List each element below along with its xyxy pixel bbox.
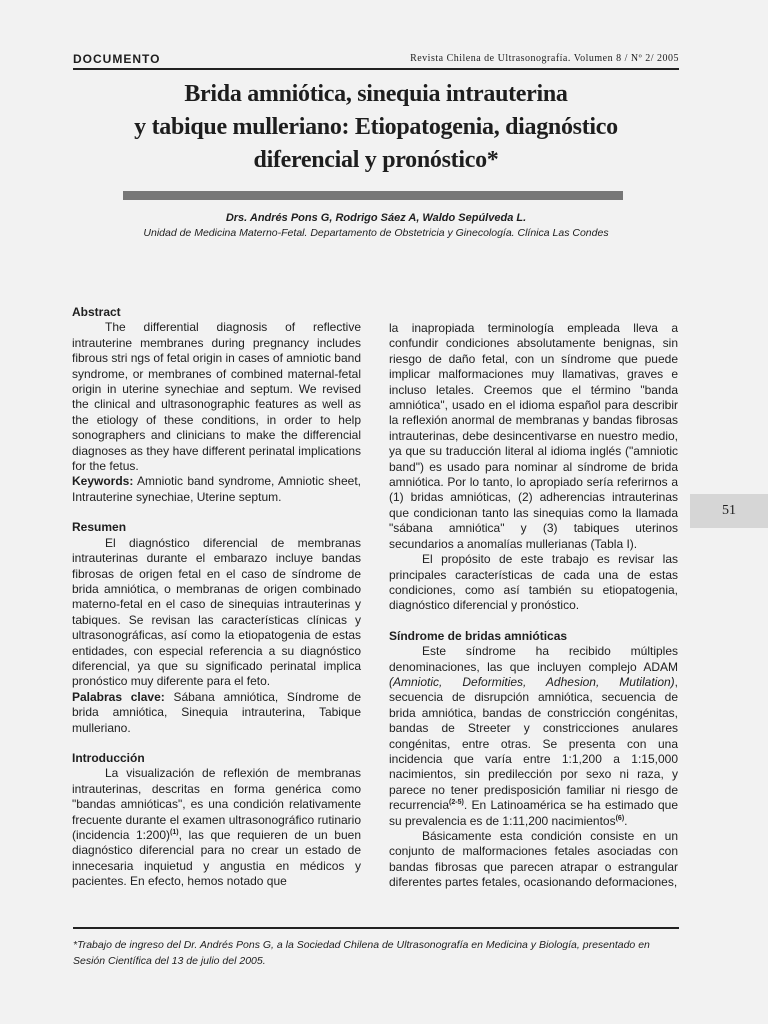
abstract-heading: Abstract <box>72 305 121 319</box>
intro-text-end: , las que requieren de un buen diagnóstico diferencial para no crear un estado de innecesaria inquietud y angustia en médicos y pacientes. En efecto, hemos notado que <box>72 828 361 889</box>
reference-2-5: (2-5) <box>449 799 464 807</box>
sindrome-text-d: . <box>624 813 628 828</box>
palabras-clave-label: Palabras clave: <box>72 689 165 704</box>
right-column <box>389 321 678 891</box>
footnote: *Trabajo de ingreso del Dr. Andrés Pons G, a la Sociedad Chilena de Ultrasonografía en Medicina y Biología, presentado en Sesión Científica del 13 de julio del 2005. <box>73 939 650 967</box>
sindrome-paragraph-1 <box>389 644 678 829</box>
introduccion-heading: Introducción <box>72 750 145 765</box>
sindrome-text-c: . En Latinoamérica se ha estimado que su prevalencia es de 1:11,200 nacimientos <box>389 798 678 828</box>
abstract-keywords <box>72 474 361 505</box>
resumen-body: El diagnóstico diferencial de membranas intrauterinas durante el embarazo incluye bandas fibrosas de origen fetal en el caso de síndrome de brida amniótica, o membranas de origen combinado materno-fetal en el caso de sinequias intrauterinas y tabiques. Se revisan las características clínicas y ultrasonográficas, así como la etiopatogenia de estas entidades, con especial referencia a su diagnóstico diferencial, ya que su significado perinatal implica pronóstico muy diferente para el feto. <box>72 535 361 689</box>
sindrome-text-b: , secuencia de disrupción amniótica, secuencia de brida amniótica, bandas de constricción congénitas, bandas de Streeter y constricciones anulares congénitas, entre otras. Se presenta con una incidencia que varía entre 1:1,200 a 1:15,000 nacimientos, sin predilección por sexo ni raza, y parece no tener predisposición familiar ni riesgo de recurrencia <box>389 674 678 813</box>
title-line-2: y tabique mulleriano: Etiopatogenia, diagnóstico <box>134 114 618 140</box>
article-title <box>73 78 679 177</box>
page-number: 51 <box>722 503 736 518</box>
keywords-text: Amniotic band syndrome, Amniotic sheet, Intrauterine synechiae, Uterine septum. <box>72 474 361 504</box>
intro-text-start: La visualización de reflexión de membranas intrauterinas, descritas en forma genérica como "bandas amnióticas", es una condición relativamente frecuente durante el examen ultrasonográfico rutinario (incidencia 1:200) <box>72 766 361 842</box>
introduccion-paragraph-2: El propósito de este trabajo es revisar las principales características de cada una de estas condiciones, como así también su etiopatogenia, diagnóstico diferencial y pronóstico. <box>389 552 678 613</box>
page-number-tab <box>690 494 768 528</box>
footnote-divider <box>73 927 679 929</box>
left-column <box>72 305 361 890</box>
resumen-keywords <box>72 690 361 736</box>
resumen-heading: Resumen <box>72 520 127 535</box>
journal-reference: Revista Chilena de Ultrasonografía. Volumen 8 / Nº 2/ 2005 <box>410 53 679 64</box>
sindrome-heading: Síndrome de bridas amnióticas <box>389 628 568 643</box>
header-divider <box>73 68 679 70</box>
introduccion-paragraph-1-continued: la inapropiada terminología empleada lleva a confundir condiciones absolutamente benignas, sin riesgo de daño fetal, con un síndrome que puede implicar malformaciones muy llamativas, graves e incluso letales. Creemos que el término "banda amniótica", usado en el idioma español para describir la reflexión anormal de membranas y bandas fibrosas intrauterinas, debe desincentivarse en nuestro medio, ya que su traducción literal al idioma inglés ("amniotic band") es usado para nominar al síndrome de brida amniótica. Por lo tanto, lo apropiado sería referirnos a (1) bridas amnióticas, (2) adherencias intrauterinas que condicionan tanto las sinequias como la llamada "sábana amniótica" y (3) tabiques uterinos secundarios a anomalías mullerianas (Tabla I). <box>389 321 678 551</box>
introduccion-paragraph-1 <box>72 766 361 889</box>
affiliation: Unidad de Medicina Materno-Fetal. Departamento de Obstetricia y Ginecología. Clínica Las Condes <box>143 227 609 239</box>
title-divider-bar <box>123 191 623 200</box>
reference-1: (1) <box>170 829 179 836</box>
palabras-clave-text: Sábana amniótica, Síndrome de brida amniótica, Sinequia intrauterina, Tabique mulleriano. <box>72 689 361 735</box>
authors: Drs. Andrés Pons G, Rodrigo Sáez A, Waldo Sepúlveda L. <box>225 212 527 224</box>
sindrome-paragraph-2: Básicamente esta condición consiste en un conjunto de malformaciones fetales asociadas con bandas fibrosas que parecen atrapar o estrangular diferentes partes fetales, ocasionando deformaciones, <box>389 829 678 890</box>
section-label: DOCUMENTO <box>73 52 161 66</box>
title-line-3: diferencial y pronóstico* <box>253 147 499 173</box>
adam-expansion: (Amniotic, Deformities, Adhesion, Mutilation) <box>389 674 675 689</box>
sindrome-text-a: Este síndrome ha recibido múltiples denominaciones, las que incluyen complejo ADAM <box>389 644 678 674</box>
keywords-label: Keywords: <box>72 474 134 489</box>
reference-6: (6) <box>615 814 625 822</box>
title-line-1: Brida amniótica, sinequia intrauterina <box>184 81 568 107</box>
abstract-body: The differential diagnosis of reflective intrauterine membranes during pregnancy includes fibrous stri ngs of fetal origin in cases of amniotic band syndrome, or membranes of combined maternal-fetal origin in uterine synechiae and septum. We revised the clinical and ultrasonographic features as well as the etiology of these conditions, in order to help sonographers and clinicians to make the differencial diagnoses as they have different perinatal implications for the fetus. <box>72 320 361 474</box>
